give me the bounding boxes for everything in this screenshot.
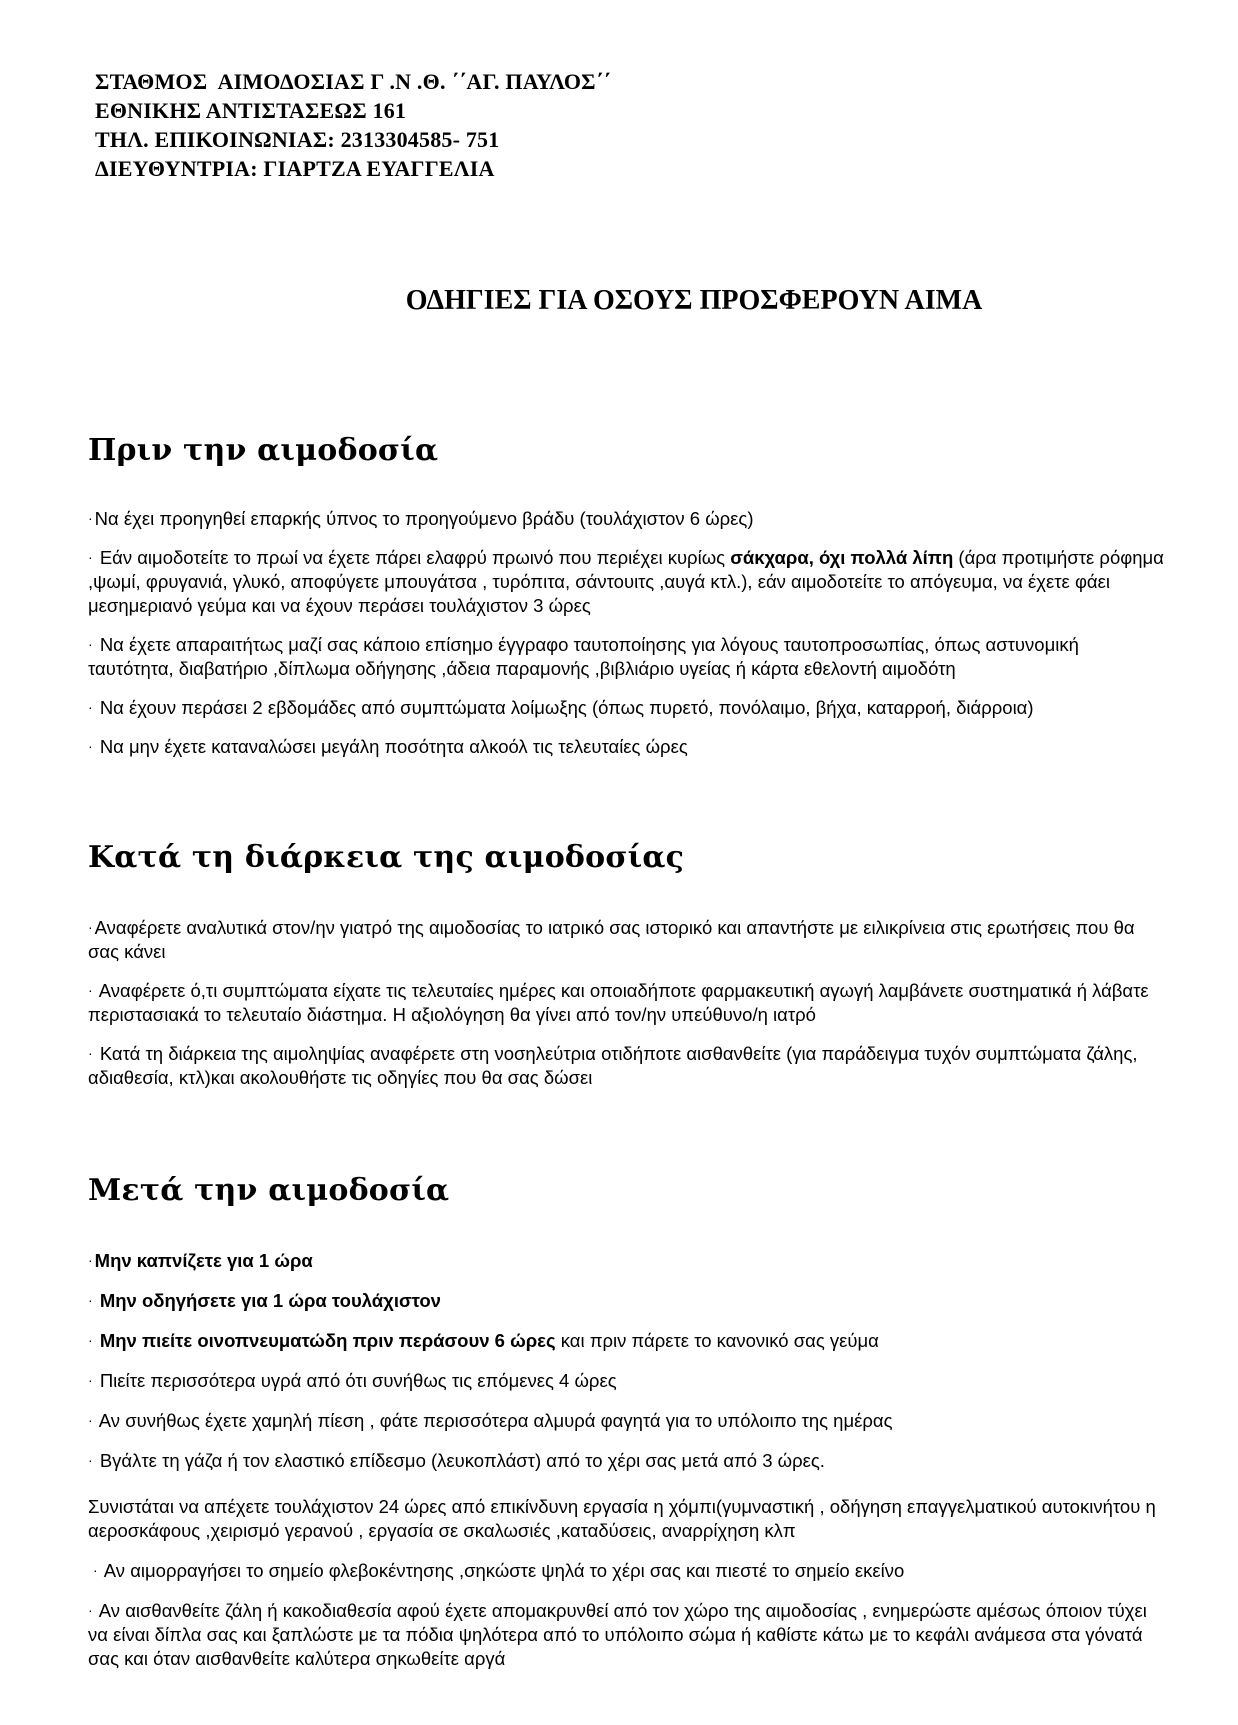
bullet-icon: ·	[88, 982, 93, 998]
section-heading: Μετά την αιμοδοσία	[88, 1173, 450, 1208]
header-director: ΔΙΕΥΘΥΝΤΡΙΑ: ΓΙΑΡΤΖΑ ΕΥΑΓΓΕΛΙΑ	[95, 156, 495, 181]
header-station-name: ΣΤΑΘΜΟΣ ΑΙΜΟΔΟΣΙΑΣ Γ .Ν .Θ. ΄΄ΑΓ. ΠΑΥΛΟΣ΄΄	[95, 69, 611, 94]
bullet-icon: ·	[88, 549, 93, 565]
list-item: · Αν συνήθως έχετε χαμηλή πίεση , φάτε περισσότερα αλμυρά φαγητά για το υπόλοιπο της ημέρας	[88, 1410, 893, 1431]
recommendation-paragraph: Συνιστάται να απέχετε τουλάχιστον 24 ώρες από επικίνδυνη εργασία η χόμπι(γυμναστική , οδήγηση επαγγελματικού αυτοκινήτου η αεροσκάφους ,χειρισμό γερανού , εργασία σε σκαλωσιές ,καταδύσεις, αναρρίχηση κλπ	[88, 1496, 1156, 1541]
bullet-icon: ·	[88, 919, 93, 935]
list-item: · Να έχετε απαραιτήτως μαζί σας κάποιο επίσημο έγγραφο ταυτοποίησης για λόγους ταυτοπροσωπίας, όπως αστυνομική ταυτότητα, διαβατήριο ,δίπλωμα οδήγησης ,άδεια παραμονής ,βιβλιάριο υγείας ή κάρτα εθελοντή αιμοδότη	[88, 634, 1079, 679]
list-item: · Αναφέρετε αναλυτικά στον/ην γιατρό της αιμοδοσίας το ιατρικό σας ιστορικό και απαντήστε με ειλικρίνεια στις ερωτήσεις που θα σας κάνει	[88, 917, 1135, 962]
section-heading: Πριν την αιμοδοσία	[88, 433, 439, 468]
list-item: · Να έχει προηγηθεί επαρκής ύπνος το προηγούμενο βράδυ (τουλάχιστον 6 ώρες)	[88, 508, 754, 529]
bullet-icon: ·	[88, 1292, 93, 1308]
bullet-icon: ·	[93, 1562, 98, 1578]
list-item: · Κατά τη διάρκεια της αιμοληψίας αναφέρετε στη νοσηλεύτρια οτιδήποτε αισθανθείτε (για παράδειγμα τυχόν συμπτώματα ζάλης, αδιαθεσία, κτλ)και ακολουθήστε τις οδηγίες που θα σας δώσει	[88, 1043, 1138, 1088]
list-item: · Να έχουν περάσει 2 εβδομάδες από συμπτώματα λοίμωξης (όπως πυρετό, πονόλαιμο, βήχα, καταρροή, διάρροια)	[88, 697, 1034, 718]
bullet-icon: ·	[88, 1372, 93, 1388]
bullet-icon: ·	[88, 636, 93, 652]
bullet-icon: ·	[88, 510, 93, 526]
bullet-icon: ·	[88, 1252, 93, 1268]
bullet-icon: ·	[88, 1452, 93, 1468]
section-during-donation	[88, 840, 1168, 1104]
header-phone: ΤΗΛ. ΕΠΙΚΟΙΝΩΝΙΑΣ: 2313304585- 751	[95, 127, 500, 152]
list-item: · Πιείτε περισσότερα υγρά από ότι συνήθως τις επόμενες 4 ώρες	[88, 1370, 617, 1391]
bullet-icon: ·	[88, 738, 93, 754]
list-item: · Εάν αιμοδοτείτε το πρωί να έχετε πάρει ελαφρύ πρωινό που περιέχει κυρίως σάκχαρα, όχι πολλά λίπη (άρα προτιμήστε ρόφημα ,ψωμί, φρυγανιά, γλυκό, αποφύγετε μπουγάτσα , τυρόπιτα, σάντουιτς ,αυγά κτλ.), εάν αιμοδοτείτε το απόγευμα, να έχετε φάει μεσημεριανό γεύμα και να έχουν περάσει τουλάχιστον 3 ώρες	[88, 547, 1164, 616]
bullet-icon: ·	[88, 1602, 93, 1618]
header-address: ΕΘΝΙΚΗΣ ΑΝΤΙΣΤΑΣΕΩΣ 161	[95, 98, 407, 123]
emphasis-text: σάκχαρα, όχι πολλά λίπη	[730, 547, 954, 568]
bullet-icon: ·	[88, 1412, 93, 1428]
list-item: · Μην καπνίζετε για 1 ώρα	[88, 1250, 313, 1271]
bullet-icon: ·	[88, 1045, 93, 1061]
bullet-icon: ·	[88, 1332, 93, 1348]
station-header	[95, 67, 611, 183]
section-after-donation	[88, 1173, 1168, 1686]
page-title: ΟΔΗΓΙΕΣ ΓΙΑ ΟΣΟΥΣ ΠΡΟΣΦΕΡΟΥΝ ΑΙΜΑ	[405, 285, 983, 316]
list-item: · Αναφέρετε ό,τι συμπτώματα είχατε τις τελευταίες ημέρες και οποιαδήποτε φαρμακευτική αγωγή λαμβάνετε συστηματικά ή λάβατε περιστασιακά το τελευταίο διάστημα. Η αξιολόγηση θα γίνει από τον/ην υπεύθυνο/η ιατρό	[88, 980, 1149, 1025]
list-item: · Αν αισθανθείτε ζάλη ή κακοδιαθεσία αφού έχετε απομακρυνθεί από τον χώρο της αιμοδοσίας , ενημερώστε αμέσως όποιον τύχει να είναι δίπλα σας και ξαπλώστε με τα πόδια ψηλότερα από το υπόλοιπο σώμα ή καθίστε κάτω με το κεφάλι ανάμεσα στα γόνατά σας και όταν αισθανθείτε καλύτερα σηκωθείτε αργά	[88, 1600, 1147, 1669]
list-item: · Αν αιμορραγήσει το σημείο φλεβοκέντησης ,σηκώστε ψηλά το χέρι σας και πιεστέ το σημείο εκείνο	[93, 1560, 905, 1581]
list-item: · Βγάλτε τη γάζα ή τον ελαστικό επίδεσμο (λευκοπλάστ) από το χέρι σας μετά από 3 ώρες.	[88, 1450, 825, 1471]
section-heading: Κατά τη διάρκεια της αιμοδοσίας	[88, 840, 685, 875]
bullet-icon: ·	[88, 699, 93, 715]
list-item: · Να μην έχετε καταναλώσει μεγάλη ποσότητα αλκοόλ τις τελευταίες ώρες	[88, 736, 688, 757]
list-item: · Μην πιείτε οινοπνευματώδη πριν περάσουν 6 ώρες και πριν πάρετε το κανονικό σας γεύμα	[88, 1330, 879, 1351]
list-item: · Μην οδηγήσετε για 1 ώρα τουλάχιστον	[88, 1290, 441, 1311]
section-before-donation	[88, 433, 1168, 773]
